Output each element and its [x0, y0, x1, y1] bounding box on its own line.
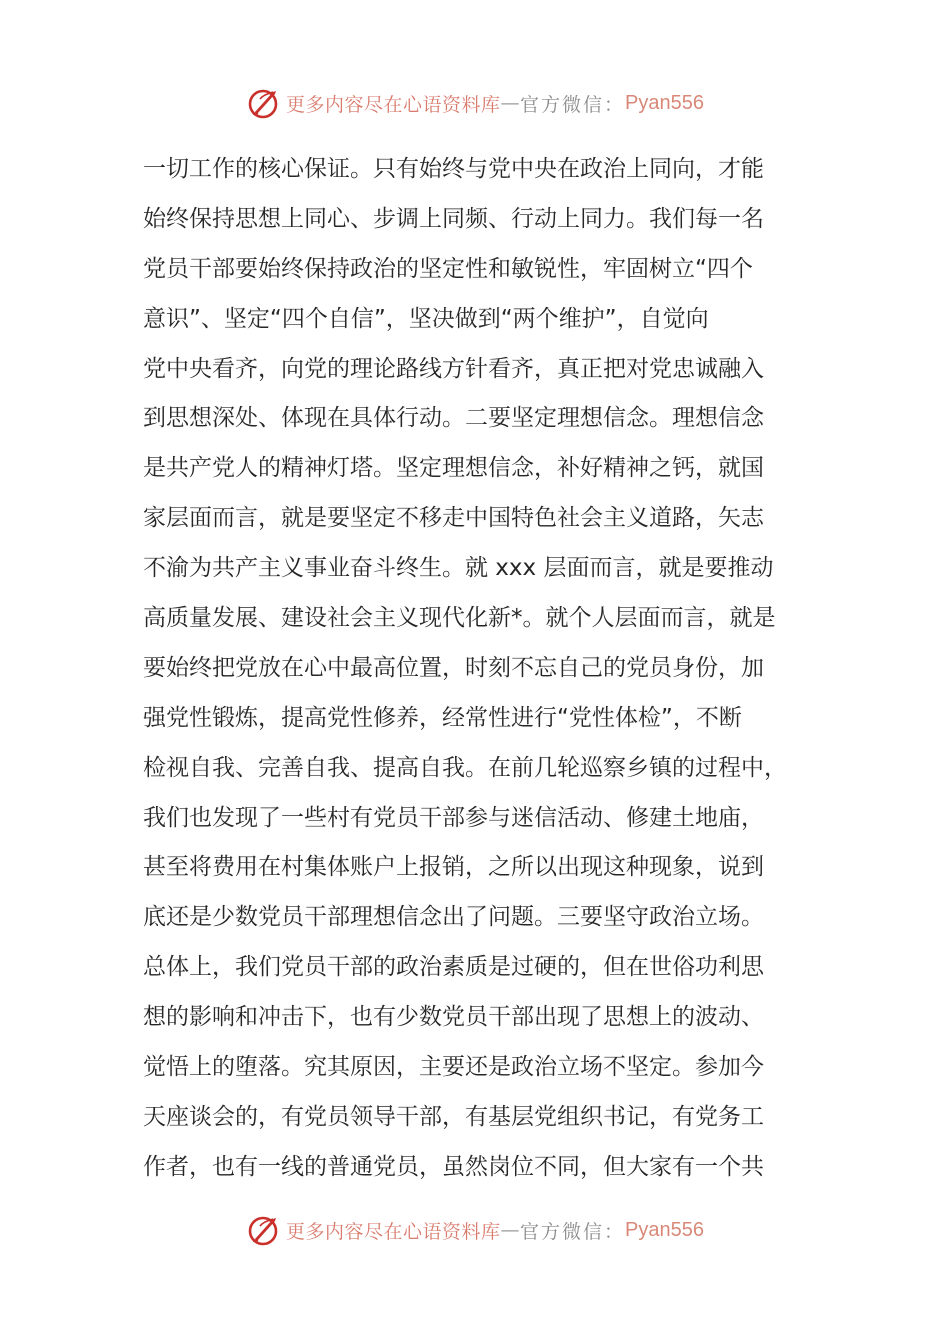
body-line: 高质量发展、建设社会主义现代化新*。就个人层面而言，就是 — [143, 605, 776, 632]
footer-banner — [0, 1210, 950, 1250]
body-line: 一切工作的核心保证。只有始终与党中央在政治上同向，才能 — [143, 156, 764, 182]
banner-wechat-id: Pyan556 — [625, 91, 704, 114]
body-line: 觉悟上的堕落。究其原因，主要还是政治立场不坚定。参加今 — [143, 1054, 764, 1081]
banner-slogan: 更多内容尽在心语资料库 — [286, 93, 501, 116]
body-line: 强党性锻炼，提高党性修养，经常性进行“党性体检”，不断 — [143, 704, 742, 731]
body-line: 家层面而言，就是要坚定不移走中国特色社会主义道路，矢志 — [143, 505, 764, 532]
document-body — [143, 145, 805, 1193]
writing-quill-emblem-icon — [246, 85, 282, 121]
body-line: 作者，也有一线的普通党员，虽然岗位不同，但大家有一个共 — [143, 1153, 764, 1180]
body-line: 甚至将费用在村集体账户上报销，之所以出现这种现象，说到 — [143, 854, 764, 881]
body-line: 意识”、坚定“四个自信”，坚决做到“两个维护”，自觉向 — [143, 305, 709, 332]
writing-quill-emblem-icon — [246, 1212, 282, 1248]
header-banner — [0, 83, 950, 123]
body-line: 党员干部要始终保持政治的坚定性和敏锐性，牢固树立“四个 — [143, 255, 753, 282]
banner-separator: — — [500, 92, 521, 114]
body-line: 始终保持思想上同心、步调上同频、行动上同力。我们每一名 — [143, 205, 764, 232]
body-line: 是共产党人的精神灯塔。坚定理想信念，补好精神之钙，就国 — [143, 455, 764, 482]
body-line: 不渝为共产主义事业奋斗终生。就 xxx 层面而言，就是要推动 — [143, 555, 774, 582]
banner-wechat-label: 官方微信： — [520, 93, 626, 116]
body-line: 想的影响和冲击下，也有少数党员干部出现了思想上的波动、 — [143, 1004, 764, 1031]
banner-wechat-label: 官方微信： — [520, 1220, 626, 1243]
body-line: 总体上，我们党员干部的政治素质是过硬的，但在世俗功利思 — [143, 954, 764, 981]
body-line: 天座谈会的，有党员领导干部，有基层党组织书记，有党务工 — [143, 1103, 764, 1130]
body-line: 到思想深处、体现在具体行动。二要坚定理想信念。理想信念 — [143, 405, 764, 432]
banner-wechat-id: Pyan556 — [625, 1218, 704, 1241]
body-line: 我们也发现了一些村有党员干部参与迷信活动、修建土地庙， — [143, 804, 764, 831]
header-banner-text — [286, 90, 704, 117]
body-line: 检视自我、完善自我、提高自我。在前几轮巡察乡镇的过程中， — [143, 754, 787, 781]
banner-slogan: 更多内容尽在心语资料库 — [286, 1220, 501, 1243]
banner-separator: — — [500, 1219, 521, 1241]
footer-banner-text — [286, 1217, 704, 1244]
body-line: 党中央看齐，向党的理论路线方针看齐，真正把对党忠诚融入 — [143, 355, 764, 382]
body-line: 要始终把党放在心中最高位置，时刻不忘自己的党员身份，加 — [143, 654, 764, 681]
body-line: 底还是少数党员干部理想信念出了问题。三要坚守政治立场。 — [143, 904, 764, 931]
